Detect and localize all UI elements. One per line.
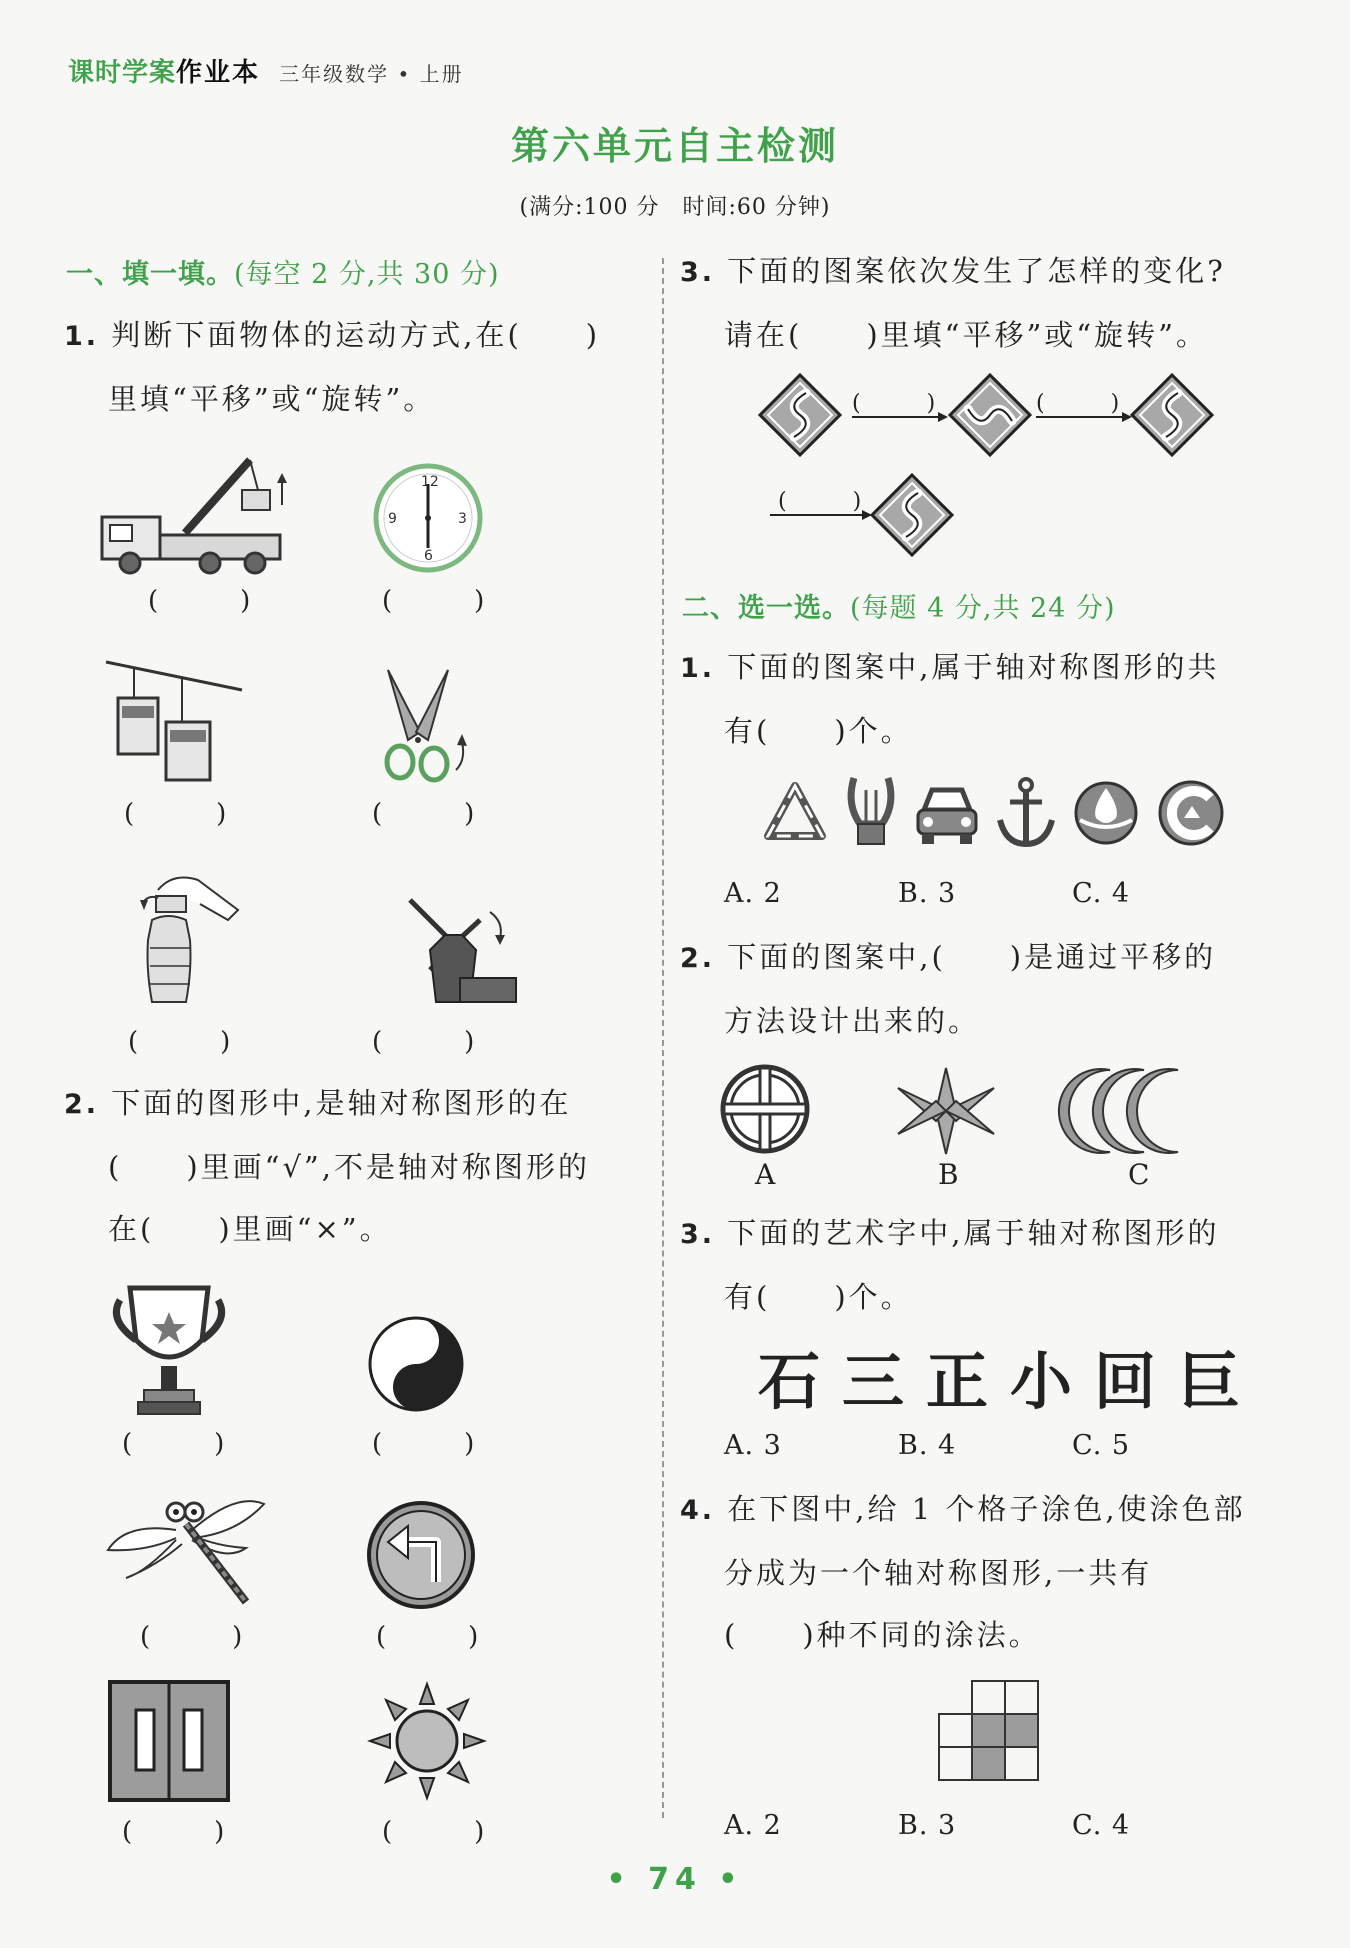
page-subtitle: (满分:100 分 时间:60 分钟) xyxy=(519,195,831,220)
answer-blank[interactable]: ( ) xyxy=(382,1817,513,1847)
cable-car-icon xyxy=(104,650,244,790)
q2-4-line1: 在下图中,给 1 个格子涂色,使涂色部 xyxy=(727,1492,1246,1526)
column-divider xyxy=(662,258,664,1818)
bottle-cap-icon xyxy=(128,870,248,1010)
answer-blank[interactable]: ( ) xyxy=(372,799,503,829)
q1-1-line1: 判断下面物体的运动方式,在( ) xyxy=(111,318,601,352)
q1-2-line1: 下面的图形中,是轴对称图形的在 xyxy=(111,1086,572,1120)
pattern-step-1 xyxy=(760,375,840,455)
book-info: 三年级数学 • 上册 xyxy=(279,62,464,86)
art-characters: 石三正小回巨 xyxy=(758,1345,1263,1418)
option-a[interactable]: A. 2 xyxy=(724,878,782,909)
answer-blank[interactable]: ( ) xyxy=(122,1817,253,1847)
svg-text:9: 9 xyxy=(388,511,397,527)
turn-left-sign-icon xyxy=(366,1500,476,1610)
question-2-2: 2. 下面的图案中,( )是通过平移的 方法设计出来的。 xyxy=(680,926,1280,1052)
yin-yang-icon xyxy=(368,1316,464,1412)
q1-3-line1: 下面的图案依次发生了怎样的变化? xyxy=(727,254,1226,288)
q2-1-line2: 有( )个。 xyxy=(724,714,913,748)
answer-blank[interactable]: ( ) xyxy=(148,586,279,616)
water-drop-icon xyxy=(1074,780,1138,846)
grid-3x3[interactable] xyxy=(938,1680,1040,1782)
answer-blank[interactable]: ( ) xyxy=(852,391,958,416)
q2-3-line1: 下面的艺术字中,属于轴对称图形的 xyxy=(727,1216,1220,1250)
answer-blank[interactable]: ( ) xyxy=(1036,391,1142,416)
answer-blank[interactable]: ( ) xyxy=(122,1429,253,1459)
letter-c-icon xyxy=(1158,780,1224,846)
option-b[interactable]: B. 3 xyxy=(898,1810,957,1841)
anchor-icon xyxy=(996,776,1056,850)
q1-1-line2: 里填“平移”或“旋转”。 xyxy=(108,382,436,416)
q2-2-line1: 下面的图案中,( )是通过平移的 xyxy=(727,940,1217,974)
question-2-3: 3. 下面的艺术字中,属于轴对称图形的 有( )个。 xyxy=(680,1202,1280,1328)
question-1-1: 1. 判断下面物体的运动方式,在( ) 里填“平移”或“旋转”。 xyxy=(64,304,644,430)
option-c[interactable]: C. 4 xyxy=(1072,878,1131,909)
answer-blank[interactable]: ( ) xyxy=(778,489,884,514)
answer-blank[interactable]: ( ) xyxy=(140,1622,271,1652)
brand-black: 作业本 xyxy=(176,58,261,88)
section1-heading: 一、填一填。(每空 2 分,共 30 分) xyxy=(66,259,500,290)
q2-1-line1: 下面的图案中,属于轴对称图形的共 xyxy=(727,650,1220,684)
brand-green: 课时学案 xyxy=(68,58,177,88)
svg-text:12: 12 xyxy=(421,474,439,490)
q2-2-line2: 方法设计出来的。 xyxy=(724,1004,981,1038)
option-c[interactable]: C. 5 xyxy=(1072,1430,1131,1461)
car-icon xyxy=(914,782,980,846)
option-b[interactable]: B. 4 xyxy=(898,1430,957,1461)
page-title: 第六单元自主检测 xyxy=(510,124,839,168)
clock-icon xyxy=(372,462,484,574)
windmill-icon xyxy=(400,890,520,1010)
option-b[interactable]: B. 3 xyxy=(898,878,957,909)
question-2-1: 1. 下面的图案中,属于轴对称图形的共 有( )个。 xyxy=(680,636,1280,762)
answer-blank[interactable]: ( ) xyxy=(382,586,513,616)
q2-3-line2: 有( )个。 xyxy=(724,1280,913,1314)
svg-text:6: 6 xyxy=(424,548,433,564)
dragonfly-icon xyxy=(106,1482,266,1610)
section2-heading: 二、选一选。(每题 4 分,共 24 分) xyxy=(682,593,1116,624)
option-a[interactable]: A. 2 xyxy=(724,1810,782,1841)
q2-4-line3: ( )种不同的涂法。 xyxy=(724,1618,1041,1652)
label-c[interactable]: C xyxy=(1128,1158,1150,1191)
cross-circle-icon xyxy=(720,1064,810,1154)
lyre-icon xyxy=(846,774,896,848)
page-header xyxy=(68,52,464,89)
q1-2-line3: 在( )里画“×”。 xyxy=(108,1212,392,1246)
q1-3-line2: 请在( )里填“平移”或“旋转”。 xyxy=(724,318,1208,352)
label-b[interactable]: B xyxy=(938,1158,959,1191)
question-2-4: 4. 在下图中,给 1 个格子涂色,使涂色部 分成为一个轴对称图形,一共有 ( )种不同的涂法。 xyxy=(680,1478,1280,1666)
six-point-star-icon xyxy=(896,1066,996,1156)
question-1-2: 2. 下面的图形中,是轴对称图形的在 ( )里画“√”,不是轴对称图形的 在( )里画“×”。 xyxy=(64,1072,654,1260)
crane-truck-icon xyxy=(100,445,300,575)
option-c[interactable]: C. 4 xyxy=(1072,1810,1131,1841)
scissors-icon xyxy=(378,660,478,790)
crescents-icon xyxy=(1070,1068,1206,1154)
answer-blank[interactable]: ( ) xyxy=(372,1027,503,1057)
answer-blank[interactable]: ( ) xyxy=(128,1027,259,1057)
question-1-3: 3. 下面的图案依次发生了怎样的变化? 请在( )里填“平移”或“旋转”。 xyxy=(680,240,1280,366)
label-a[interactable]: A xyxy=(755,1158,776,1191)
sun-icon xyxy=(366,1680,488,1802)
answer-blank[interactable]: ( ) xyxy=(124,799,255,829)
q1-2-line2: ( )里画“√”,不是轴对称图形的 xyxy=(108,1150,590,1184)
answer-blank[interactable]: ( ) xyxy=(376,1622,507,1652)
transform-sequence xyxy=(760,375,1220,565)
q2-4-line2: 分成为一个轴对称图形,一共有 xyxy=(724,1556,1153,1590)
door-icon xyxy=(108,1680,230,1802)
option-a[interactable]: A. 3 xyxy=(724,1430,782,1461)
page-number: • 74 • xyxy=(606,1862,744,1897)
recycle-icon xyxy=(760,780,830,846)
trophy-icon xyxy=(106,1280,232,1418)
svg-text:3: 3 xyxy=(458,511,467,527)
answer-blank[interactable]: ( ) xyxy=(372,1429,503,1459)
